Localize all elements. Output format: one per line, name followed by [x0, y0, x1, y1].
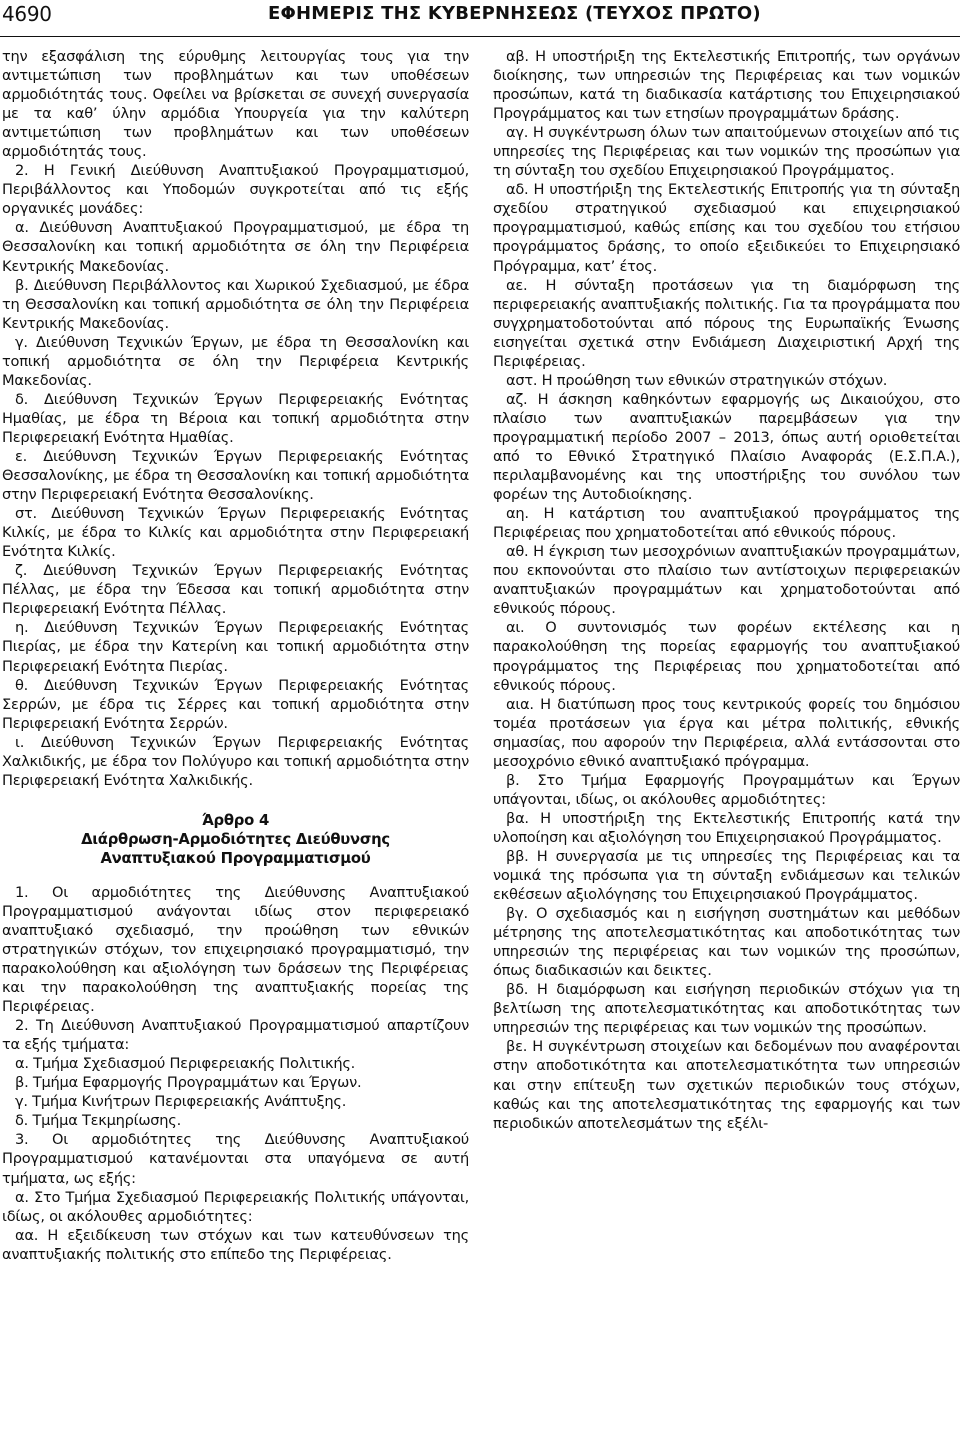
paragraph: αβ. Η υποστήριξη της Εκτελεστικής Επιτροπής, των οργάνων διοίκησης, των υπηρεσιών της Περιφέρειας και των νομικών προσώπων, κατά τη διαδικασία κατάρτισης του Επιχειρησιακού Προγράμματος και των ετησίων προγραμμάτων δράσης. — [493, 48, 960, 123]
paragraph: αγ. Η συγκέντρωση όλων των απαιτούμενων στοιχείων από τις υπηρεσίες της Περιφέρειας και των νομικών της προσώπων για τη σύνταξη του σχεδίου Επιχειρησιακού Προγράμματος. — [493, 124, 960, 180]
article-heading — [2, 811, 469, 868]
paragraph: ζ. Διεύθυνση Τεχνικών Έργων Περιφερειακής Ενότητας Πέλλας, με έδρα την Έδεσσα και τοπική αρμοδιότητα στην Περιφερειακή Ενότητα Πέλλας. — [2, 562, 469, 618]
paragraph: αα. Η εξειδίκευση των στόχων και των κατευθύνσεων της αναπτυξιακής πολιτικής στο επίπεδο της Περιφέρειας. — [2, 1226, 469, 1263]
paragraph: αια. Η διατύπωση προς τους κεντρικούς φορείς του δημόσιου τομέα προτάσεων για έργα και μέτρα πολιτικής, εθνικής σημασίας, που αφορούν την Περιφέρεια, αλλά εντάσσονται στο μεσοχρόνιο εθνικό αναπτυξιακό πρόγραμμα. — [493, 695, 960, 770]
paragraph: 3. Οι αρμοδιότητες της Διεύθυνσης Αναπτυξιακού Προγραμματισμού κατανέμονται στα υπαγόμενα σε αυτή τμήματα, ως εξής: — [2, 1131, 469, 1187]
page-number: 4690 — [2, 2, 52, 26]
paragraph: γ. Διεύθυνση Τεχνικών Έργων, με έδρα τη Θεσσαλονίκη και τοπική αρμοδιότητα σε όλη την Περιφέρεια Κεντρικής Μακεδονίας. — [2, 333, 469, 389]
article-number: Άρθρο 4 — [201, 811, 269, 829]
paragraph: βγ. Ο σχεδιασμός και η εισήγηση συστημάτων και μεθόδων μέτρησης της αποτελεσματικότητας και αποδοτικότητας των υπηρεσιών της περιφέρειας και των νομικών της προσώπων, όπως διαδικασιών και δεικτες. — [493, 905, 960, 980]
paragraph: 2. Η Γενική Διεύθυνση Αναπτυξιακού Προγραμματισμού, Περιβάλλοντος και Υποδομών συγκροτείται από τις εξής οργανικές μονάδες: — [2, 162, 469, 218]
paragraph: θ. Διεύθυνση Τεχνικών Έργων Περιφερειακής Ενότητας Σερρών, με έδρα τις Σέρρες και τοπική αρμοδιότητα στην Περιφερειακή Ενότητα Σερρών. — [2, 676, 469, 732]
paragraph: ββ. Η συνεργασία με τις υπηρεσίες της Περιφέρειας και τα νομικά της πρόσωπα για τη σύνταξη ενδιάμεσων και τελικών εκθέσεων αξιολόγησης του Επιχειρησιακού Προγράμματος. — [493, 847, 960, 904]
paragraph: γ. Τμήμα Κινήτρων Περιφερειακής Ανάπτυξης. — [15, 1093, 347, 1111]
paragraph: αε. Η σύνταξη προτάσεων για τη διαμόρφωση της περιφερειακής αναπτυξιακής πολιτικής. Για τα προγράμματα που συγχρηματοδοτούνται από πόρους της Ευρωπαϊκής Ένωσης εισηγείται σχετικά στην Ενδιάμεση Διαχειριστική Αρχή της Περιφέρειας. — [493, 276, 960, 370]
paragraph: δ. Διεύθυνση Τεχνικών Έργων Περιφερειακής Ενότητας Ημαθίας, με έδρα τη Βέροια και τοπική αρμοδιότητα στην Περιφερειακή Ενότητα Ημαθίας. — [2, 390, 469, 446]
paragraph: την εξασφάλιση της εύρυθμης λειτουργίας τους για την αντιμετώπιση των προβλημάτων και των υποθέσεων αρμοδιότητάς τους. Οφείλει να βρίσκεται σε συνεχή συνεργασία με τα καθ’ ύλην αρμόδια Υπουργεία για την καλύτερη αντιμετώπιση των προβλημάτων και των υποθέσεων αρμοδιότητάς τους. — [2, 48, 469, 161]
paragraph: β. Διεύθυνση Περιβάλλοντος και Χωρικού Σχεδιασμού, με έδρα τη Θεσσαλονίκη και τοπική αρμοδιότητα σε όλη την Περιφέρεια Κεντρικής Μακεδονίας. — [2, 276, 469, 332]
paragraph: η. Διεύθυνση Τεχνικών Έργων Περιφερειακής Ενότητας Πιερίας, με έδρα την Κατερίνη και τοπική αρμοδιότητα στην Περιφερειακή Ενότητα Πιερίας. — [2, 619, 469, 675]
paragraph: αθ. Η έγκριση των μεσοχρόνιων αναπτυξιακών προγραμμάτων, που εκπονούνται στο πλαίσιο των αντίστοιχων περιφερειακών αναπτυξιακών προγραμμάτων και χρηματοδοτούνται από εθνικούς πόρους. — [493, 543, 960, 618]
paragraph: βδ. Η διαμόρφωση και εισήγηση περιοδικών στόχων για τη βελτίωση της αποτελεσματικότητας και αποδοτικότητας των υπηρεσιών της περιφέρειας και των νομικών της προσώπων. — [493, 981, 960, 1037]
paragraph: αζ. Η άσκηση καθηκόντων εφαρμογής ως Δικαιούχου, στο πλαίσιο των αναπτυξιακών παρεμβάσεων για την προγραμματική περίοδο 2007 – 2013, όπως αυτή οριοθετείται από το Εθνικό Στρατηγικό Πλαίσιο Αναφοράς (Ε.Σ.Π.Α.), περιλαμβανομένης και της υποστήριξης του συνόλου των φορέων της Αυτοδιοίκησης. — [493, 390, 960, 504]
paragraph: δ. Τμήμα Τεκμηρίωσης. — [15, 1112, 182, 1130]
left-column — [2, 47, 469, 1264]
paragraph: αστ. Η προώθηση των εθνικών στρατηγικών στόχων. — [506, 371, 888, 389]
paragraph: 1. Οι αρμοδιότητες της Διεύθυνσης Αναπτυξιακού Προγραμματισμού ανάγονται ιδίως στον περιφερειακό αναπτυξιακό σχεδιασμό, την προώθηση των εθνικών στρατηγικών στόχων, τον επιχειρησιακό προγραμματισμό, την παρακολούθηση και αξιολόγηση των δράσεων της Περιφέρειας και την παρακολούθηση της αναπτυξιακής πορείας της Περιφέρειας. — [2, 883, 469, 1016]
paragraph: αι. Ο συντονισμός των φορέων εκτέλεσης και η παρακολούθηση της πορείας εφαρμογής του αναπτυξιακού προγράμματος της Περιφέρειας που χρηματοδοτείται από εθνικούς πόρους. — [493, 619, 960, 694]
paragraph: β. Στο Τμήμα Εφαρμογής Προγραμμάτων και Έργων υπάγονται, ιδίως, οι ακόλουθες αρμοδιότητες: — [493, 771, 960, 808]
paragraph: στ. Διεύθυνση Τεχνικών Έργων Περιφερειακής Ενότητας Κιλκίς, με έδρα το Κιλκίς και αρμοδιότητα στην Περιφερειακή Ενότητα Κιλκίς. — [2, 505, 469, 561]
page-header — [0, 0, 960, 37]
paragraph: α. Διεύθυνση Αναπτυξιακού Προγραμματισμού, με έδρα τη Θεσσαλονίκη και τοπική αρμοδιότητα σε όλη την Περιφέρεια Κεντρικής Μακεδονίας. — [2, 219, 469, 275]
right-column — [493, 47, 960, 1133]
gazette-title: ΕΦΗΜΕΡΙΣ ΤΗΣ ΚΥΒΕΡΝΗΣΕΩΣ (ΤΕΥΧΟΣ ΠΡΩΤΟ) — [268, 3, 761, 24]
article-title-line-1: Διάρθρωση-Αρμοδιότητες Διεύθυνσης — [81, 830, 390, 848]
paragraph: α. Στο Τμήμα Σχεδιασμού Περιφερειακής Πολιτικής υπάγονται, ιδίως, οι ακόλουθες αρμοδιότητες: — [2, 1188, 469, 1225]
paragraph: βα. Η υποστήριξη της Εκτελεστικής Επιτροπής κατά την υλοποίηση και αξιολόγηση του Επιχειρησιακού Προγράμματος. — [493, 809, 960, 846]
paragraph: αδ. Η υποστήριξη της Εκτελεστικής Επιτροπής για τη σύνταξη σχεδίου στρατηγικού σχεδιασμού και επιχειρησιακού προγραμματισμού, καθώς επίσης και του σχεδίου του ετήσιου προγράμματος δράσης, το οποίο εξειδικεύει το Επιχειρησιακό Πρόγραμμα, κατ’ έτος. — [493, 181, 960, 275]
paragraph: βε. Η συγκέντρωση στοιχείων και δεδομένων που αναφέρονται στην αποδοτικότητα και αποτελεσματικότητα των υπηρεσιών και στην επίτευξη των σχετικών περιοδικών τους στόχων, καθώς και της αποτελεσματικότητας της εφαρμογής και των περιοδικών αποτελεσμάτων της εξέλι- — [493, 1038, 960, 1132]
article-title-line-2: Αναπτυξιακού Προγραμματισμού — [100, 849, 371, 867]
paragraph: ε. Διεύθυνση Τεχνικών Έργων Περιφερειακής Ενότητας Θεσσαλονίκης, με έδρα τη Θεσσαλονίκη και τοπική αρμοδιότητα στην Περιφερειακή Ενότητα Θεσσαλονίκης. — [2, 447, 469, 504]
paragraph: ι. Διεύθυνση Τεχνικών Έργων Περιφερειακής Ενότητας Χαλκιδικής, με έδρα τον Πολύγυρο και τοπική αρμοδιότητα στην Περιφερειακή Ενότητα Χαλκιδικής. — [2, 733, 469, 789]
paragraph: 2. Τη Διεύθυνση Αναπτυξιακού Προγραμματισμού απαρτίζουν τα εξής τμήματα: — [2, 1017, 469, 1054]
paragraph: α. Τμήμα Σχεδιασμού Περιφερειακής Πολιτικής. — [15, 1055, 356, 1073]
paragraph: β. Τμήμα Εφαρμογής Προγραμμάτων και Έργων. — [15, 1074, 362, 1092]
paragraph: αη. Η κατάρτιση του αναπτυξιακού προγράμματος της Περιφέρειας που χρηματοδοτείται από εθνικούς πόρους. — [493, 505, 960, 542]
